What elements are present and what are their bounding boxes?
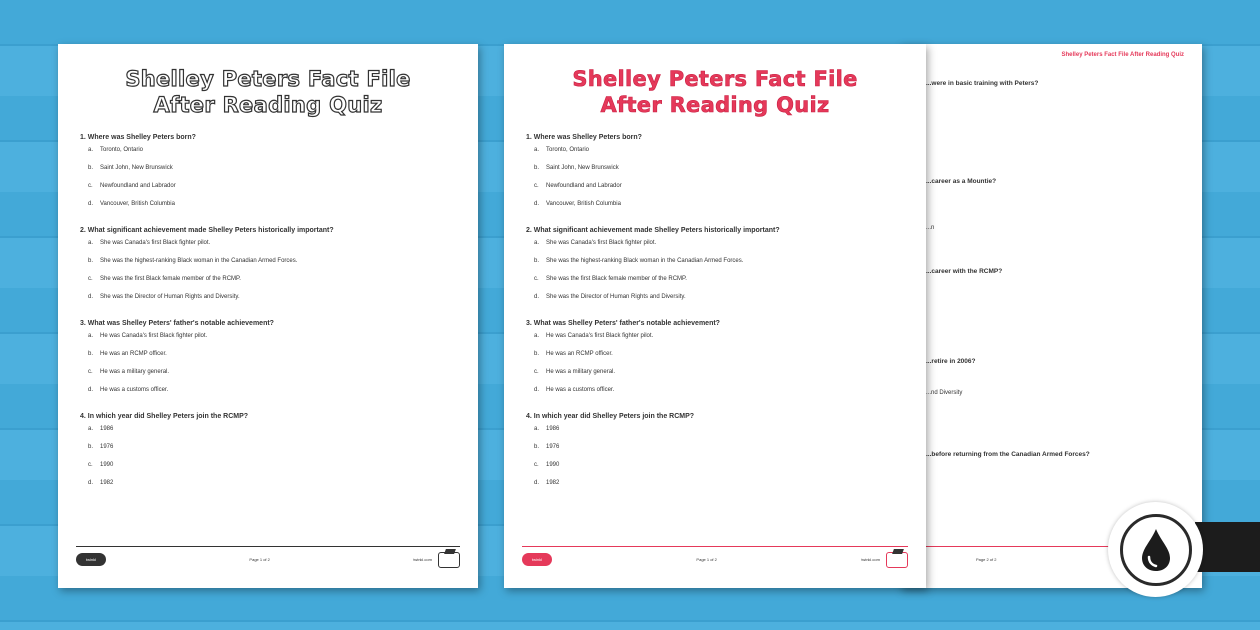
- question-fragment: ...before returning from the Canadian Armed Forces?: [926, 451, 1090, 458]
- option: b. He was an RCMP officer.: [88, 351, 167, 357]
- question-list: [58, 132, 478, 488]
- option: d. Vancouver, British Columbia: [534, 201, 621, 207]
- droplet-icon: [1139, 527, 1173, 573]
- question-2: [526, 225, 906, 302]
- page-number: Page 1 of 2: [696, 557, 717, 562]
- option: d. He was a customs officer.: [88, 387, 169, 393]
- question-fragment: ...were in basic training with Peters?: [926, 80, 1039, 87]
- option: a. He was Canada's first Black fighter pilot.: [534, 333, 654, 339]
- question-fragment: ...nd Diversity: [926, 390, 963, 396]
- option: d. He was a customs officer.: [534, 387, 615, 393]
- ink-saver-ring: [1120, 514, 1192, 586]
- option: d. She was the Director of Human Rights and Diversity.: [534, 294, 686, 300]
- site-url: twinkl.com: [861, 557, 880, 562]
- question-4: [526, 411, 906, 488]
- option: b. 1976: [534, 444, 560, 450]
- question-2: [80, 225, 458, 302]
- option: d. She was the Director of Human Rights and Diversity.: [88, 294, 240, 300]
- question-text: 3. What was Shelley Peters' father's notable achievement?: [80, 320, 274, 327]
- option: b. She was the highest-ranking Black woman in the Canadian Armed Forces.: [88, 258, 298, 264]
- option: a. He was Canada's first Black fighter pilot.: [88, 333, 208, 339]
- sheet-footer: [76, 546, 460, 568]
- question-3: [80, 318, 458, 395]
- page-number: Page 2 of 2: [976, 557, 997, 562]
- page-number: Page 1 of 2: [249, 557, 270, 562]
- question-list: [504, 132, 926, 488]
- option: c. Newfoundland and Labrador: [88, 183, 176, 189]
- question-4: [80, 411, 458, 488]
- graduation-hat-icon: [438, 552, 460, 568]
- option: a. Toronto, Ontario: [534, 147, 590, 153]
- question-1: [526, 132, 906, 209]
- question-text: 4. In which year did Shelley Peters join the RCMP?: [80, 413, 249, 420]
- quiz-title-colour: Shelley Peters Fact File After Reading Quiz: [572, 67, 858, 117]
- site-url: twinkl.com: [413, 557, 432, 562]
- option: c. She was the first Black female member of the RCMP.: [534, 276, 687, 282]
- question-1: [80, 132, 458, 209]
- quiz-title-bw: Shelley Peters Fact File After Reading Quiz: [125, 67, 411, 117]
- option: c. She was the first Black female member of the RCMP.: [88, 276, 241, 282]
- option: c. He was a military general.: [534, 369, 616, 375]
- option: a. She was Canada's first Black fighter pilot.: [88, 240, 211, 246]
- question-fragment: ...career as a Mountie?: [926, 178, 997, 185]
- quiz-sheet-colour: [504, 44, 926, 588]
- option: b. Saint John, New Brunswick: [534, 165, 619, 171]
- question-fragment: ...retire in 2006?: [926, 358, 976, 365]
- question-fragment: ...n: [926, 225, 935, 231]
- twinkl-logo: twinkl: [76, 553, 106, 566]
- option: a. Toronto, Ontario: [88, 147, 144, 153]
- option: d. Vancouver, British Columbia: [88, 201, 175, 207]
- option: c. 1990: [534, 462, 560, 468]
- question-3: [526, 318, 906, 395]
- question-text: 2. What significant achievement made Shelley Peters historically important?: [526, 227, 780, 234]
- twinkl-logo: twinkl: [522, 553, 552, 566]
- quiz-sheet-bw: [58, 44, 478, 588]
- option: a. She was Canada's first Black fighter pilot.: [534, 240, 657, 246]
- badge-bar: [1195, 522, 1260, 572]
- ink-saver-badge: [1108, 502, 1203, 597]
- option: d. 1982: [88, 480, 114, 486]
- question-text: 4. In which year did Shelley Peters join the RCMP?: [526, 413, 695, 420]
- graduation-hat-icon: [886, 552, 908, 568]
- option: d. 1982: [534, 480, 560, 486]
- question-text: 1. Where was Shelley Peters born?: [80, 134, 196, 141]
- question-text: 3. What was Shelley Peters' father's notable achievement?: [526, 320, 720, 327]
- option: a. 1986: [88, 426, 114, 432]
- option: a. 1986: [534, 426, 560, 432]
- page-header: Shelley Peters Fact File After Reading Quiz: [1061, 52, 1184, 58]
- option: c. Newfoundland and Labrador: [534, 183, 622, 189]
- option: c. 1990: [88, 462, 114, 468]
- option: b. 1976: [88, 444, 114, 450]
- option: b. Saint John, New Brunswick: [88, 165, 173, 171]
- sheet-footer: [522, 546, 908, 568]
- question-text: 2. What significant achievement made Shelley Peters historically important?: [80, 227, 334, 234]
- option: b. He was an RCMP officer.: [534, 351, 613, 357]
- question-fragment: ...career with the RCMP?: [926, 268, 1003, 275]
- option: b. She was the highest-ranking Black woman in the Canadian Armed Forces.: [534, 258, 744, 264]
- option: c. He was a military general.: [88, 369, 170, 375]
- question-text: 1. Where was Shelley Peters born?: [526, 134, 642, 141]
